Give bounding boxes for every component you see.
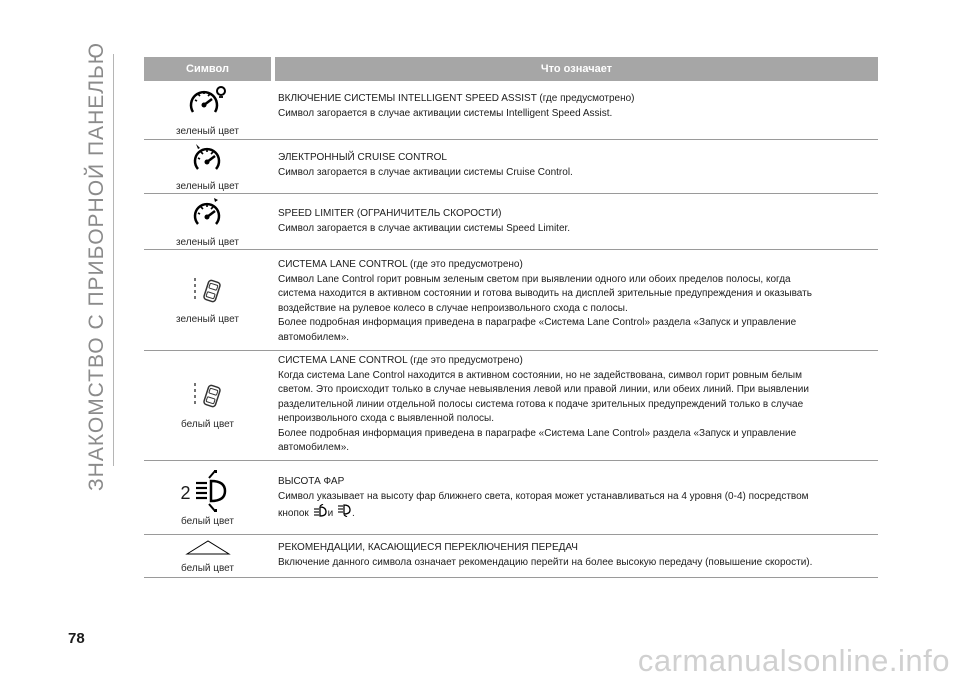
header-meaning: Что означает [275,57,878,81]
row-text-line: разделительной линии отдельной полосы система готова к подаче зрительных предупреждений только в случае [278,398,804,410]
row-text-line: воздействие на рулевое колесо в случае непроизвольного схода с полосы. [278,302,628,314]
upshift-triangle-icon [185,539,231,560]
row-text-line [278,504,878,523]
color-label: белый цвет [181,562,234,574]
row-text-line: Символ загорается в случае активации системы Intelligent Speed Assist. [278,107,613,119]
row-text-line: автомобилем». [278,442,350,453]
row-text-line: Символ указывает на высоту фар ближнего света, которая может устанавливаться на 4 уровня (0-4) посредством [278,490,809,502]
page-number: 78 [68,630,85,647]
row-text-line: непроизвольного схода с выявленной полосы. [278,413,495,424]
headlight-up-icon [312,504,328,523]
symbol-cell [144,351,271,460]
description-cell [275,81,878,139]
row-title: ЭЛЕКТРОННЫЙ CRUISE CONTROL [278,152,447,163]
watermark: carmanualsonline.info [637,643,950,678]
table-row [144,194,878,250]
color-label: белый цвет [181,419,234,430]
row-text-line: Когда система Lane Control находится в активном состоянии, но не задействована, символ горит ровным белым [278,369,802,381]
table-row [144,461,878,535]
description-cell [275,535,878,577]
table-header [144,57,878,81]
cruise-control-icon [188,141,228,178]
speedometer-lightbulb-icon [188,84,228,123]
headlight-level-icon [181,469,235,513]
color-label: зеленый цвет [176,313,239,325]
color-label: зеленый цвет [176,125,239,137]
table-row [144,351,878,461]
description-cell [275,140,878,193]
table-row [144,81,878,140]
color-label: зеленый цвет [176,181,239,192]
row-title: ВКЛЮЧЕНИЕ СИСТЕМЫ INTELLIGENT SPEED ASSIST (где предусмотрено) [278,93,635,104]
header-symbol: Символ [144,57,271,81]
table-row [144,140,878,194]
row-text-fragment: и [327,507,334,519]
row-text-line: Более подробная информация приведена в параграфе «Система Lane Control» раздела «Запуск и управление [278,317,797,328]
symbol-cell [144,250,271,350]
symbol-cell [144,140,271,193]
description-cell [275,194,878,249]
symbol-cell [144,535,271,577]
lane-control-icon [191,381,225,416]
symbol-cell [144,81,271,139]
side-divider [113,54,114,466]
row-text-fragment: кнопок [278,507,309,519]
row-text-line: Включение данного символа означает рекомендацию перейти на более высокую передачу (повышение скорости). [278,556,813,568]
row-title: СИСТЕМА LANE CONTROL (где это предусмотрено) [278,355,523,366]
row-title: ВЫСОТА ФАР [278,476,345,487]
symbol-cell [144,194,271,249]
row-text-line: Более подробная информация приведена в параграфе «Система Lane Control» раздела «Запуск и управление [278,427,797,439]
color-label: белый цвет [181,515,234,527]
row-title: РЕКОМЕНДАЦИИ, КАСАЮЩИЕСЯ ПЕРЕКЛЮЧЕНИЯ ПЕРЕДАЧ [278,542,578,553]
color-label: зеленый цвет [176,237,239,248]
headlight-down-icon [336,504,352,523]
symbol-cell [144,461,271,534]
row-title: SPEED LIMITER (ОГРАНИЧИТЕЛЬ СКОРОСТИ) [278,208,502,219]
table-row [144,535,878,578]
row-text-line: светом. Это происходит только в случае невыявления левой или правой линии, или обеих линий. При выявлении [278,384,809,395]
row-title: СИСТЕМА LANE CONTROL (где это предусмотрено) [278,259,523,270]
row-text-line: Символ загорается в случае активации системы Cruise Control. [278,166,573,178]
description-cell [275,351,878,460]
lane-control-icon [191,276,225,311]
speed-limiter-icon [188,195,228,234]
headlight-level-digit: 2 [180,482,191,503]
description-cell [275,250,878,350]
row-text-line: автомобилем». [278,331,350,343]
table-row [144,250,878,351]
row-text-fragment: . [351,507,355,519]
row-text-line: Символ загорается в случае активации системы Speed Limiter. [278,222,571,234]
description-cell [275,461,878,534]
row-text-line: система находится в активном состоянии и готова выводить на дисплей зрительные предупреждения и оказывать [278,288,812,299]
section-side-title: ЗНАКОМСТВО С ПРИБОРНОЙ ПАНЕЛЬЮ [85,41,108,491]
row-text-line: Символ Lane Control горит ровным зеленым светом при выявлении одного или обоих пределов полосы, когда [278,273,791,285]
indicator-table [144,57,878,578]
